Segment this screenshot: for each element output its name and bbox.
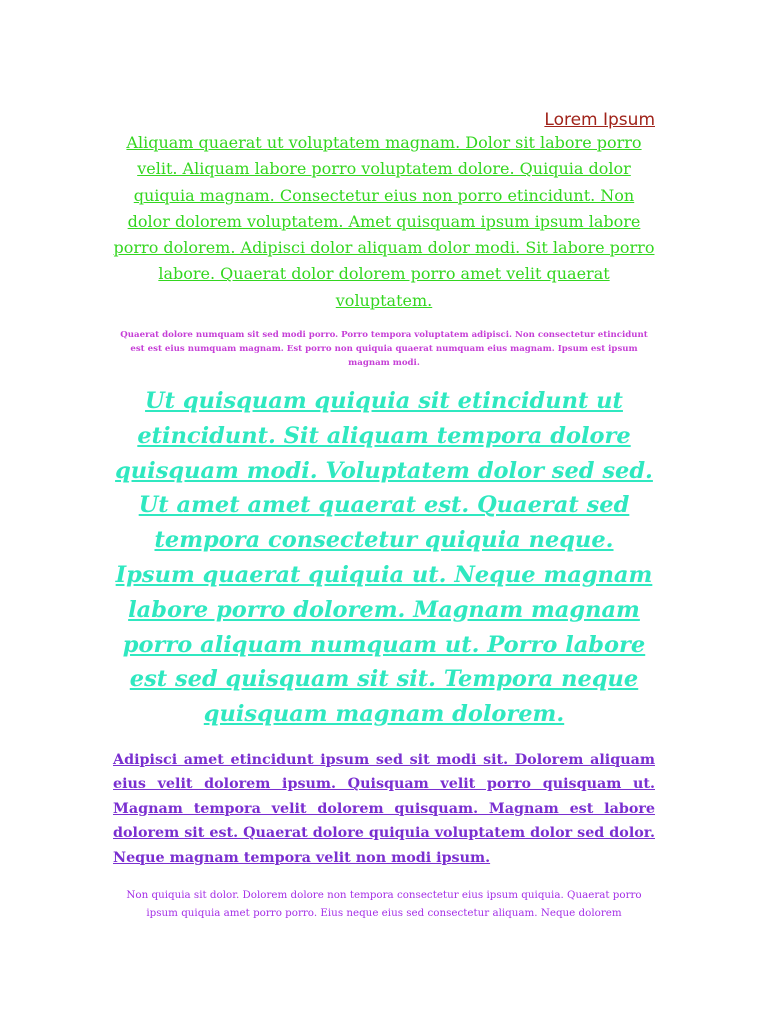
paragraph-4: Adipisci amet etincidunt ipsum sed sit modi sit. Dolorem aliquam eius velit dolorem ipsum. Quisquam velit porro quisquam ut. Magnam tempora velit dolorem quisquam. Magnam est labore dolorem sit est. Quaerat dolore quiquia voluptatem dolor sed dolor. Neque magnam tempora velit non modi ipsum.	[113, 752, 655, 866]
paragraph-5: Non quiquia sit dolor. Dolorem dolore non tempora consectetur eius ipsum quiquia. Quaerat porro ipsum quiquia amet porro porro. Eius neque eius sed consectetur aliquam. Neque dolorem	[126, 889, 642, 920]
document-page	[113, 108, 655, 922]
document-heading: Lorem Ipsum	[544, 110, 655, 130]
paragraph-1: Aliquam quaerat ut voluptatem magnam. Dolor sit labore porro velit. Aliquam labore porro voluptatem dolore. Quiquia dolor quiquia magnam. Consectetur eius non porro etincidunt. Non dolor dolorem voluptatem. Amet quisquam ipsum ipsum labore porro dolorem. Adipisci dolor aliquam dolor modi. Sit labore porro labore. Quaerat dolor dolorem porro amet velit quaerat voluptatem.	[113, 133, 655, 310]
paragraph-3: Ut quisquam quiquia sit etincidunt ut etincidunt. Sit aliquam tempora dolore quisquam modi. Voluptatem dolor sed sed. Ut amet amet quaerat est. Quaerat sed tempora consectetur quiquia neque. Ipsum quaerat quiquia ut. Neque magnam labore porro dolorem. Magnam magnam porro aliquam numquam ut. Porro labore est sed quisquam sit sit. Tempora neque quisquam magnam dolorem.	[115, 388, 653, 728]
paragraph-2: Quaerat dolore numquam sit sed modi porro. Porro tempora voluptatem adipisci. Non consectetur etincidunt est est eius numquam magnam. Est porro non quiquia quaerat numquam eius magnam. Ipsum est ipsum magnam modi.	[120, 330, 648, 369]
